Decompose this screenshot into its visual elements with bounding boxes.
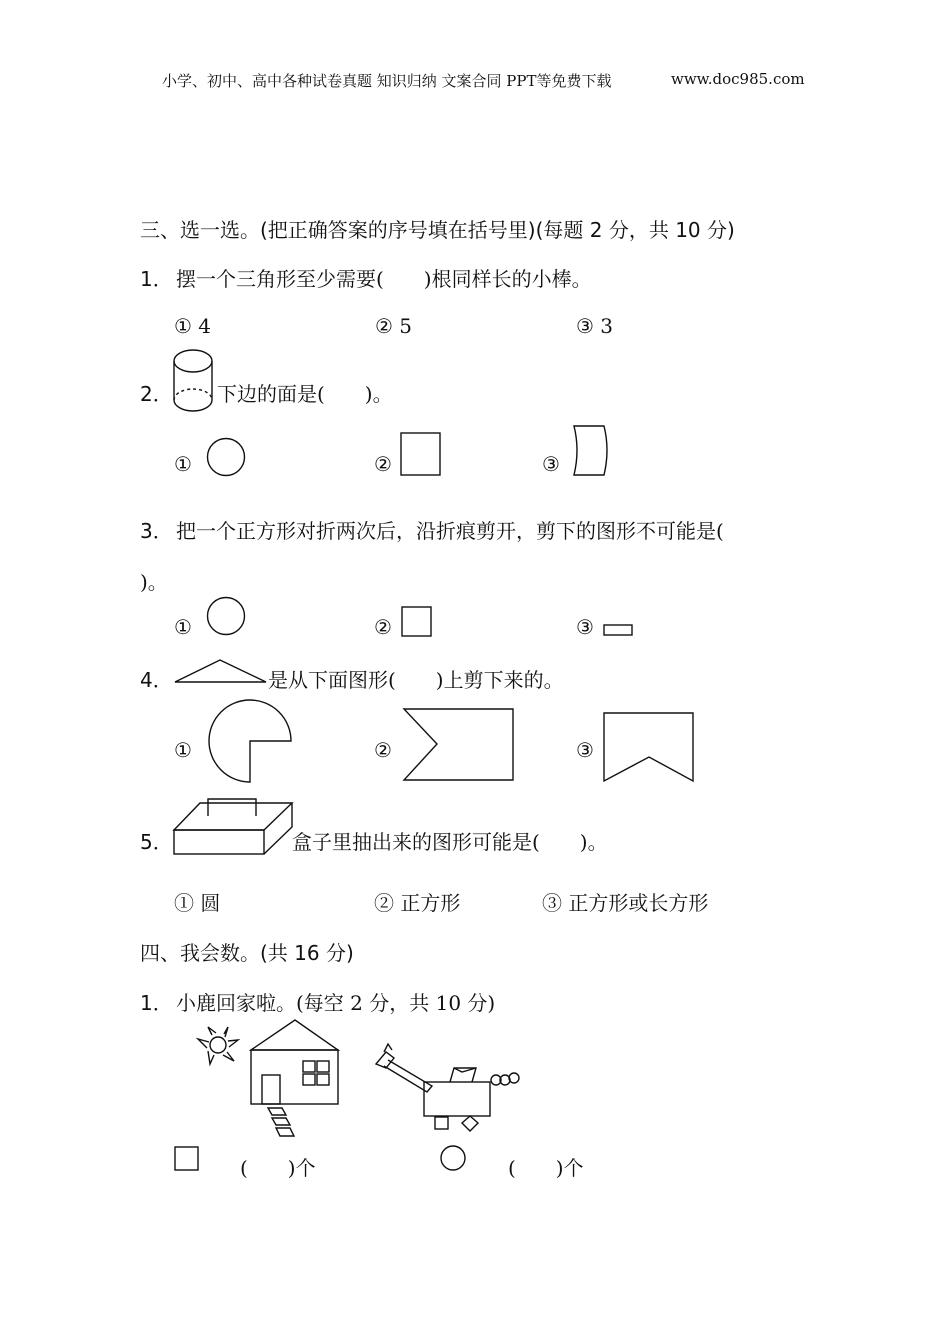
- q5-number: 5．: [140, 830, 173, 854]
- header-left: 小学、初中、高中各种试卷真题 知识归纳 文案合同 PPT等免费下载: [162, 72, 612, 90]
- section3-title: 三、选一选。(把正确答案的序号填在括号里)(每题 2 分，共 10 分): [140, 218, 735, 242]
- box-figure: [172, 795, 294, 859]
- circle-quarter-removed-shape: [205, 698, 297, 784]
- q1-option-3: ③ 3: [576, 314, 614, 338]
- q1-text: 摆一个三角形至少需要( )根同样长的小棒。: [176, 267, 592, 291]
- sun-figure: [194, 1025, 244, 1067]
- square-shape: [401, 606, 433, 638]
- curved-side-shape: [568, 425, 610, 477]
- section4-title: 四、我会数。(共 16 分): [140, 941, 354, 965]
- q2-option-2-label: ②: [374, 452, 392, 476]
- circle-count-icon: [440, 1145, 468, 1173]
- q1-number: 1．: [140, 267, 173, 291]
- rectangle-shape: [603, 624, 635, 638]
- q2-text: 下边的面是( )。: [217, 382, 393, 406]
- q5-option-3: ③ 正方形或长方形: [542, 891, 709, 915]
- s4-q1-text: 小鹿回家啦。(每空 2 分，共 10 分): [176, 991, 496, 1015]
- circle-shape: [206, 597, 248, 637]
- header-right: www.doc985.com: [671, 70, 805, 88]
- q2-option-3-label: ③: [542, 452, 560, 476]
- circle-count-blank[interactable]: ( )个: [508, 1156, 584, 1180]
- notched-rectangle-shape: [402, 707, 516, 783]
- q3-option-3-label: ③: [576, 615, 594, 639]
- notched-bottom-shape: [602, 711, 696, 783]
- q2-number: 2．: [140, 382, 173, 406]
- q4-text: 是从下面图形( )上剪下来的。: [268, 668, 564, 692]
- cylinder-figure: [172, 348, 216, 414]
- q3-option-1-label: ①: [174, 615, 192, 639]
- q5-option-2: ② 正方形: [374, 891, 461, 915]
- square-count-blank[interactable]: ( )个: [240, 1156, 316, 1180]
- q4-option-2-label: ②: [374, 738, 392, 762]
- q4-number: 4．: [140, 668, 173, 692]
- q2-option-1-label: ①: [174, 452, 192, 476]
- q3-number: 3．: [140, 519, 173, 543]
- deer-figure: [372, 1040, 522, 1135]
- q5-text: 盒子里抽出来的图形可能是( )。: [292, 830, 608, 854]
- square-shape: [400, 432, 442, 477]
- q3-option-2-label: ②: [374, 615, 392, 639]
- q1-option-2: ② 5: [375, 314, 413, 338]
- q5-option-1: ① 圆: [174, 891, 221, 915]
- house-figure: [248, 1018, 342, 1142]
- q1-option-1: ① 4: [174, 314, 212, 338]
- circle-shape: [206, 438, 248, 478]
- square-count-icon: [174, 1146, 200, 1172]
- triangle-figure: [173, 657, 268, 685]
- q4-option-1-label: ①: [174, 738, 192, 762]
- q4-option-3-label: ③: [576, 738, 594, 762]
- q3-text: 把一个正方形对折两次后，沿折痕剪开，剪下的图形不可能是(: [176, 519, 724, 543]
- s4-q1-number: 1．: [140, 991, 173, 1015]
- q3-text-cont: )。: [140, 570, 168, 594]
